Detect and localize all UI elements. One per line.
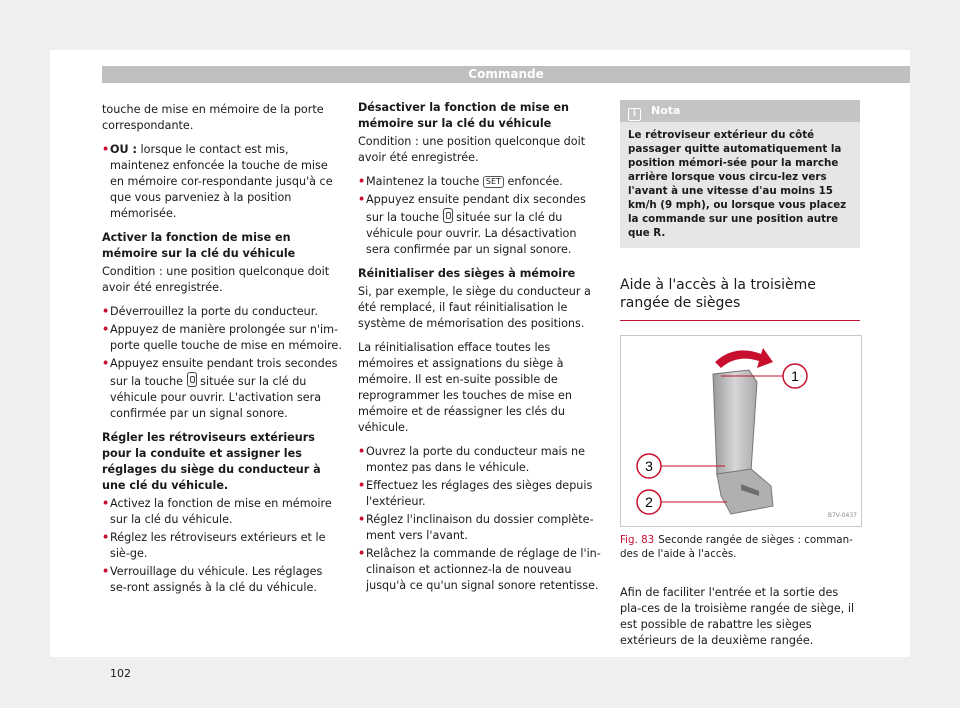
paragraph: Afin de faciliter l'entrée et la sortie des pla-ces de la troisième rangée de siège, il est possible de rabattre les sièges extérieurs de la deuxième rangée. [620,586,855,647]
list-item-text: Verrouillage du véhicule. Les réglages se-ront assignés à la clé du véhicule. [110,565,323,594]
subheading: Désactiver la fonction de mise en mémoire sur la clé du véhicule [358,101,570,130]
list-item [102,564,342,596]
list-item-text: Appuyez ensuite pendant trois secondes sur la touche [110,357,338,388]
list-item-text: Réglez l'inclinaison du dossier complète-ment vers l'avant. [366,513,594,542]
fold-arrow-icon [715,348,773,368]
bullet-icon: • [102,531,110,544]
list-item-text: Déverrouillez la porte du conducteur. [110,305,318,318]
set-key-icon: SET [483,176,504,188]
figure-code: B7V-0437 [827,512,857,519]
list-item-text: lorsque le contact est mis, maintenez enfoncée la touche de mise en mémoire cor-respondante jusqu'à ce que vous parveniez à la position mémorisée. [110,143,333,220]
list-item-text: située sur la clé du véhicule pour ouvrir. La désactivation sera confirmée par un signal sonore. [366,211,577,256]
paragraph: Si, par exemple, le siège du conducteur a été remplacé, il faut réinitialisation le système de mémorisation des positions. [358,285,591,330]
seat-illustration [621,336,861,526]
callout-1-label: 1 [791,368,799,384]
bullet-icon: • [102,143,110,156]
note-box [620,100,860,248]
list-item-text: Ouvrez la porte du conducteur mais ne montez pas dans le véhicule. [366,445,585,474]
paragraph: touche de mise en mémoire de la porte correspondante. [102,103,324,132]
list-item-text: enfoncée. [503,175,563,188]
column-1 [102,102,342,598]
list-item-text: Activez la fonction de mise en mémoire sur la clé du véhicule. [110,497,332,526]
list-item [358,174,602,190]
bullet-icon: • [358,547,366,560]
callout-3-label: 3 [645,458,653,474]
list-item-text: Effectuez les réglages des sièges depuis l'extérieur. [366,479,593,508]
section-title: Aide à l'accès à la troisième rangée de sièges [620,276,860,321]
paragraph: La réinitialisation efface toutes les mémoires et assignations du siège à mémoire. Il est en-suite possible de reprogrammer les touches de mise en mémoire et de réassigner les clés du véhicule. [358,341,572,434]
page [50,50,910,680]
page-number: 102 [110,667,131,680]
note-header [620,100,860,122]
seat-back-shape [713,370,757,476]
callout-2-label: 2 [645,494,653,510]
list-item [358,478,602,510]
bullet-icon: • [358,175,366,188]
subheading: Réinitialiser des sièges à mémoire [358,267,576,280]
list-item [102,356,342,422]
bullet-icon: • [102,305,110,318]
list-item-text: Appuyez ensuite pendant dix secondes sur la touche [366,193,586,224]
column-2 [358,100,602,596]
bullet-icon: • [102,323,110,336]
key-unlock-icon [443,208,453,223]
list-item [358,512,602,544]
list-item [358,546,602,594]
list-item [102,142,342,222]
list-item [102,530,342,562]
list-item-text: Maintenez la touche [366,175,483,188]
figure-caption [620,533,860,561]
subheading: Activer la fonction de mise en mémoire sur la clé du véhicule [102,231,296,260]
bullet-icon: • [102,497,110,510]
list-item-text: située sur la clé du véhicule pour ouvrir. L'activation sera confirmée par un signal sonore. [110,375,322,420]
bullet-icon: • [358,479,366,492]
figure-83 [620,335,862,527]
bullet-icon: • [102,565,110,578]
list-item [358,192,602,258]
page-header: Commande [102,66,910,83]
key-unlock-icon [187,372,197,387]
list-item [102,496,342,528]
seat-base-shape [717,469,773,514]
list-item [102,304,342,320]
list-item-text: Réglez les rétroviseurs extérieurs et le siè-ge. [110,531,326,560]
caption-text: Seconde rangée de sièges : comman-des de l'aide à l'accès. [620,534,853,560]
column-3 [620,100,860,657]
bullet-icon: • [102,357,110,370]
list-item [102,322,342,354]
list-item-text: Appuyez de manière prolongée sur n'im-porte quelle touche de mise en mémoire. [110,323,342,352]
note-title: Nota [651,104,681,117]
list-item-text: Relâchez la commande de réglage de l'in-clinaison et actionnez-la de nouveau jusqu'à ce qu'un signal sonore retentisse. [366,547,601,592]
bullet-icon: • [358,193,366,206]
info-icon: i [628,108,641,121]
figure-number: Fig. 83 [620,534,655,546]
subheading: Régler les rétroviseurs extérieurs pour la conduite et assigner les réglages du siège du conducteur à une clé du véhicule. [102,431,321,492]
bullet-icon: • [358,445,366,458]
note-text: Le rétroviseur extérieur du côté passager quitte automatiquement la position mémori-sée pour la marche arrière lorsque vous circu-lez vers l'avant à une vitesse d'au moins 15 km/h (9 mph), ou lorsque vous placez la commande sur une position autre que R. [628,129,847,239]
condition-text: Condition : une position quelconque doit avoir été enregistrée. [102,265,330,294]
or-label: OU : [110,143,137,156]
list-item [358,444,602,476]
bullet-icon: • [358,513,366,526]
condition-text: Condition : une position quelconque doit avoir été enregistrée. [358,135,586,164]
